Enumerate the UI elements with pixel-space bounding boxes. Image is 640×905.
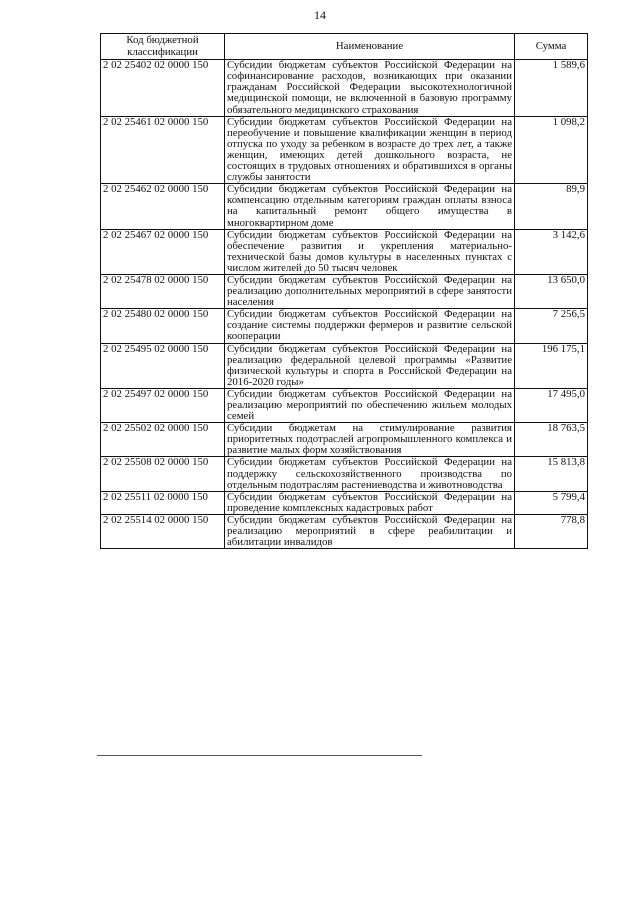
- row-name: Субсидии бюджетам субъектов Российской Федерации на поддержку сельскохозяйственного производства по отдельным подотраслям растениеводства и животноводства: [225, 457, 515, 491]
- row-name: Субсидии бюджетам субъектов Российской Федерации на реализацию мероприятий по обеспечению жильем молодых семей: [225, 388, 515, 422]
- row-sum: 778,8: [515, 514, 588, 548]
- row-sum: 89,9: [515, 184, 588, 229]
- row-code: 2 02 25497 02 0000 150: [101, 388, 225, 422]
- row-name: Субсидии бюджетам субъектов Российской Федерации на обеспечение развития и укрепления материально-технической базы домов культуры в населенных пунктах с числом жителей до 50 тысяч человек: [225, 229, 515, 274]
- row-name: Субсидии бюджетам субъектов Российской Федерации на реализацию федеральной целевой программы «Развитие физической культуры и спорта в Российской Федерации на 2016-2020 годы»: [225, 343, 515, 388]
- row-sum: 196 175,1: [515, 343, 588, 388]
- row-name: Субсидии бюджетам на стимулирование развития приоритетных подотраслей агропромышленного комплекса и развитие малых форм хозяйствования: [225, 423, 515, 457]
- row-name: Субсидии бюджетам субъектов Российской Федерации на переобучение и повышение квалификации женщин в период отпуска по уходу за ребенком в возрасте до трех лет, а также женщин, имеющих детей дошкольного возраста, не состоящих в трудовых отношениях и обратившихся в органы службы занятости: [225, 116, 515, 184]
- row-sum: 7 256,5: [515, 309, 588, 343]
- table-header-row: [101, 34, 588, 60]
- row-code: 2 02 25511 02 0000 150: [101, 491, 225, 514]
- row-sum: 17 495,0: [515, 388, 588, 422]
- table-row: [101, 388, 588, 422]
- row-code: 2 02 25508 02 0000 150: [101, 457, 225, 491]
- header-code: Код бюджетной классификации: [101, 34, 225, 60]
- row-name: Субсидии бюджетам субъектов Российской Федерации на реализацию дополнительных мероприятий в сфере занятости населения: [225, 274, 515, 308]
- row-code: 2 02 25514 02 0000 150: [101, 514, 225, 548]
- row-code: 2 02 25467 02 0000 150: [101, 229, 225, 274]
- row-sum: 5 799,4: [515, 491, 588, 514]
- row-sum: 1 098,2: [515, 116, 588, 184]
- header-sum: Сумма: [515, 34, 588, 60]
- row-sum: 18 763,5: [515, 423, 588, 457]
- table-row: [101, 343, 588, 388]
- table-row: [101, 60, 588, 116]
- row-sum: 3 142,6: [515, 229, 588, 274]
- table-row: [101, 309, 588, 343]
- row-code: 2 02 25462 02 0000 150: [101, 184, 225, 229]
- table-row: [101, 491, 588, 514]
- row-code: 2 02 25478 02 0000 150: [101, 274, 225, 308]
- table-row: [101, 274, 588, 308]
- row-sum: 1 589,6: [515, 60, 588, 116]
- footer-divider: [97, 755, 422, 756]
- budget-table: [100, 33, 588, 549]
- row-name: Субсидии бюджетам субъектов Российской Федерации на софинансирование расходов, возникающих при оказании гражданам Российской Федерации высокотехнологичной медицинской помощи, не включенной в базовую программу обязательного медицинского страхования: [225, 60, 515, 116]
- row-name: Субсидии бюджетам субъектов Российской Федерации на проведение комплексных кадастровых работ: [225, 491, 515, 514]
- header-name: Наименование: [225, 34, 515, 60]
- page-number: 14: [314, 8, 326, 22]
- row-code: 2 02 25502 02 0000 150: [101, 423, 225, 457]
- row-name: Субсидии бюджетам субъектов Российской Федерации на реализацию мероприятий в сфере реабилитации и абилитации инвалидов: [225, 514, 515, 548]
- row-code: 2 02 25402 02 0000 150: [101, 60, 225, 116]
- row-code: 2 02 25495 02 0000 150: [101, 343, 225, 388]
- row-sum: 15 813,8: [515, 457, 588, 491]
- table-row: [101, 184, 588, 229]
- row-name: Субсидии бюджетам субъектов Российской Федерации на компенсацию отдельным категориям граждан оплаты взноса на капитальный ремонт общего имущества в многоквартирном доме: [225, 184, 515, 229]
- row-sum: 13 650,0: [515, 274, 588, 308]
- row-code: 2 02 25480 02 0000 150: [101, 309, 225, 343]
- table-row: [101, 423, 588, 457]
- table-row: [101, 229, 588, 274]
- row-name: Субсидии бюджетам субъектов Российской Федерации на создание системы поддержки фермеров и развитие сельской кооперации: [225, 309, 515, 343]
- table-row: [101, 116, 588, 184]
- row-code: 2 02 25461 02 0000 150: [101, 116, 225, 184]
- table-row: [101, 514, 588, 548]
- table-row: [101, 457, 588, 491]
